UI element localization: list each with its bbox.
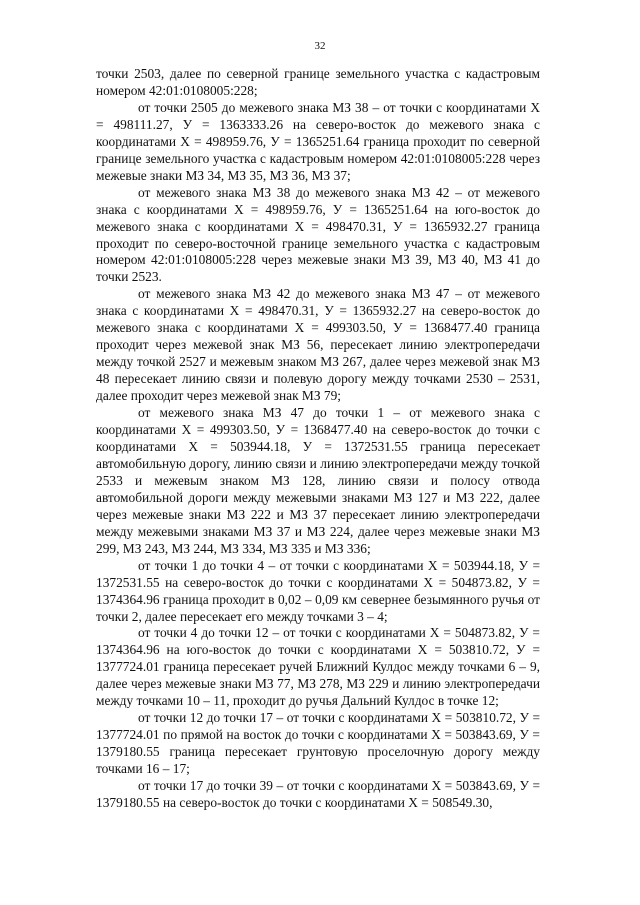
paragraph: от точки 2505 до межевого знака МЗ 38 – от точки с координатами X = 498111.27, У = 1363333.26 на северо-восток до межевого знака с координатами X = 498959.76, У = 1365251.64 граница проходит по северной границе земельного участка с кадастровым номером 42:01:0108005:228 через межевые знаки МЗ 34, МЗ 35, МЗ 36, МЗ 37; xyxy=(96,99,540,183)
document-body xyxy=(96,66,540,812)
paragraph: от точки 4 до точки 12 – от точки с координатами X = 504873.82, У = 1374364.96 на юго-восток до точки с координатами X = 503810.72, У = 1377724.01 граница пересекает ручей Ближний Кулдос между точками 6 – 9, далее через межевые знаки МЗ 77, МЗ 278, МЗ 229 и линию электропередачи между точками 10 – 11, проходит до ручья Дальний Кулдос в точке 12; xyxy=(96,625,540,709)
paragraph: от межевого знака МЗ 47 до точки 1 – от межевого знака с координатами X = 499303.50, У = 1368477.40 на северо-восток до точки с координатами X = 503944.18, У = 1372531.55 граница пересекает автомобильную дорогу, линию связи и линию электропередачи между точкой 2533 и межевым знаком МЗ 128, линию связи и полосу отвода автомобильной дороги между межевыми знаками МЗ 127 и МЗ 222, далее через межевые знаки МЗ 222 и МЗ 37 пересекает линию электропередачи между межевыми знаками МЗ 37 и МЗ 224, далее через межевые знаки МЗ 299, МЗ 243, МЗ 244, МЗ 334, МЗ 335 и МЗ 336; xyxy=(96,405,540,556)
paragraph: от точки 17 до точки 39 – от точки с координатами X = 503843.69, У = 1379180.55 на северо-восток до точки с координатами X = 508549.30, xyxy=(96,778,540,810)
paragraph: от межевого знака МЗ 42 до межевого знака МЗ 47 – от межевого знака с координатами X = 498470.31, У = 1365932.27 на северо-восток до межевого знака с координатами X = 499303.50, У = 1368477.40 граница проходит через межевой знак МЗ 56, пересекает линию электропередачи между точкой 2527 и межевым знаком МЗ 267, далее через межевой знак МЗ 48 пересекает линию связи и полевую дорогу между точками 2530 – 2531, далее проходит через межевой знак МЗ 79; xyxy=(96,286,540,404)
paragraph: от точки 12 до точки 17 – от точки с координатами X = 503810.72, У = 1377724.01 по прямой на восток до точки с координатами X = 503843.69, У = 1379180.55 граница пересекает грунтовую проселочную дорогу между точками 16 – 17; xyxy=(96,710,540,777)
page-number: 32 xyxy=(314,40,326,52)
paragraph: от точки 1 до точки 4 – от точки с координатами X = 503944.18, У = 1372531.55 на северо-восток до точки с координатами X = 504873.82, У = 1374364.96 граница проходит в 0,02 – 0,09 км севернее безымянного ручья от точки 2, далее пересекает его между точками 3 – 4; xyxy=(96,557,540,624)
paragraph: от межевого знака МЗ 38 до межевого знака МЗ 42 – от межевого знака с координатами X = 498959.76, У = 1365251.64 на юго-восток до межевого знака с координатами X = 498470.31, У = 1365932.27 граница проходит по северо-восточной границе земельного участка с кадастровым номером 42:01:0108005:228 через межевые знаки МЗ 39, МЗ 40, МЗ 41 до точки 2523. xyxy=(96,184,540,285)
paragraph: точки 2503, далее по северной границе земельного участка с кадастровым номером 42:01:0108005:228; xyxy=(96,66,540,98)
